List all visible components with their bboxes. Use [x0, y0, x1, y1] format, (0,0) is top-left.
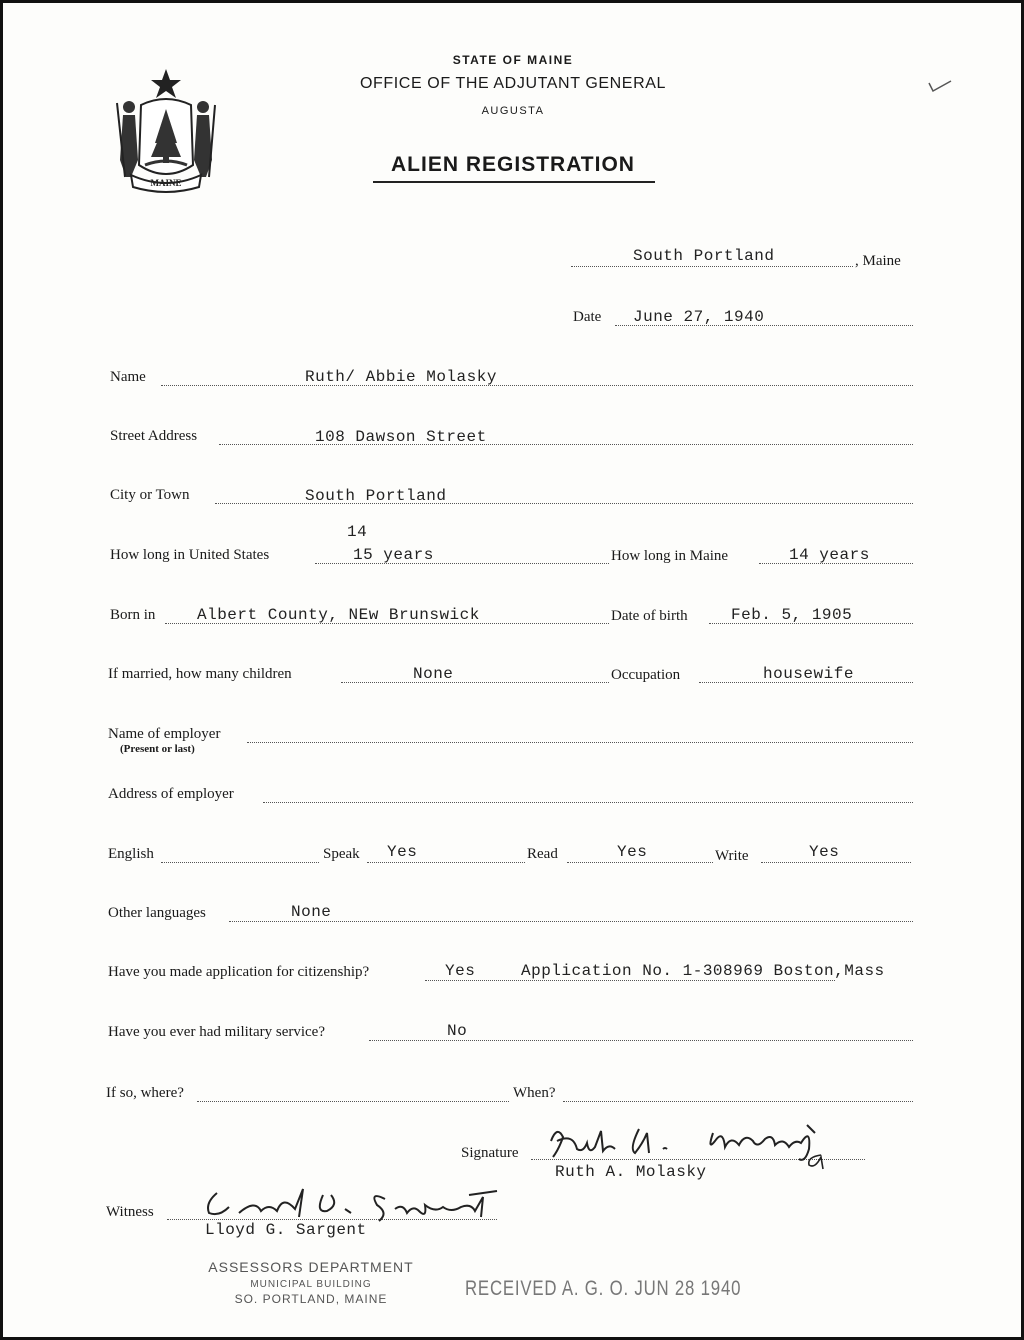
- assessors-stamp-line-3: SO. PORTLAND, MAINE: [234, 1292, 388, 1306]
- speak-value: Yes: [387, 843, 418, 861]
- write-line: [761, 862, 911, 863]
- write-value: Yes: [809, 843, 840, 861]
- years-us-correction: 14: [347, 523, 368, 541]
- citizenship-label: Have you made application for citizenship?: [108, 964, 370, 980]
- years-us-label: How long in United States: [110, 547, 270, 563]
- signature-label: Signature: [461, 1145, 519, 1161]
- employer-label: Name of employer: [108, 726, 221, 742]
- other-languages-value: None: [291, 903, 332, 921]
- military-line: [369, 1040, 913, 1041]
- born-value: Albert County, NEw Brunswick: [197, 606, 480, 624]
- street-value: 108 Dawson Street: [315, 428, 487, 446]
- city-value: South Portland: [305, 487, 447, 505]
- years-maine-label: How long in Maine: [611, 548, 729, 564]
- when-label: When?: [513, 1085, 556, 1101]
- when-line: [563, 1101, 913, 1102]
- location-line: [571, 266, 853, 267]
- citizenship-line: [425, 980, 835, 981]
- military-value: No: [447, 1022, 468, 1040]
- date-value: June 27, 1940: [633, 308, 765, 326]
- employer-sublabel: (Present or last): [120, 743, 195, 755]
- dob-value: Feb. 5, 1905: [731, 606, 853, 624]
- name-value: Ruth/ Abbie Molasky: [305, 368, 497, 386]
- other-languages-line: [229, 921, 913, 922]
- title-underline: [373, 181, 655, 183]
- speak-line: [367, 862, 525, 863]
- signature-typed: Ruth A. Molasky: [555, 1163, 707, 1181]
- street-label: Street Address: [110, 428, 198, 444]
- born-label: Born in: [110, 607, 156, 623]
- citizenship-value: Yes: [445, 962, 476, 980]
- maine-state-seal-icon: [111, 65, 221, 193]
- children-label: If married, how many children: [108, 666, 292, 682]
- where-line: [197, 1101, 509, 1102]
- employer-line: [247, 742, 913, 743]
- employer-address-line: [263, 802, 913, 803]
- location-value: South Portland: [633, 247, 775, 265]
- english-line: [161, 862, 319, 863]
- check-mark-icon: [927, 79, 953, 93]
- name-label: Name: [110, 369, 146, 385]
- witness-typed: Lloyd G. Sargent: [205, 1221, 367, 1239]
- years-us-value: 15 years: [353, 546, 434, 564]
- mark-icon: [803, 1151, 825, 1171]
- citizenship-extra: Application No. 1-308969 Boston,Mass: [521, 962, 885, 980]
- assessors-stamp: [181, 1259, 441, 1306]
- name-line: [161, 385, 913, 386]
- military-label: Have you ever had military service?: [108, 1024, 325, 1040]
- english-label: English: [108, 846, 154, 862]
- years-maine-value: 14 years: [789, 546, 870, 564]
- assessors-stamp-line-2: MUNICIPAL BUILDING: [250, 1279, 372, 1290]
- read-label: Read: [527, 846, 558, 862]
- other-languages-label: Other languages: [108, 905, 206, 921]
- form-title: ALIEN REGISTRATION: [391, 153, 635, 176]
- received-stamp: RECEIVED A. G. O. JUN 28 1940: [465, 1277, 742, 1300]
- children-line: [341, 682, 609, 683]
- city-label: City or Town: [110, 487, 190, 503]
- header-office: OFFICE OF THE ADJUTANT GENERAL: [359, 75, 667, 92]
- occupation-value: housewife: [763, 665, 854, 683]
- employer-address-label: Address of employer: [108, 786, 234, 802]
- read-line: [567, 862, 713, 863]
- children-value: None: [413, 665, 454, 683]
- location-suffix: , Maine: [855, 253, 901, 269]
- read-value: Yes: [617, 843, 648, 861]
- speak-label: Speak: [323, 846, 360, 862]
- header-city: AUGUSTA: [481, 105, 545, 117]
- header-state: STATE OF MAINE: [452, 53, 574, 67]
- date-label: Date: [573, 309, 602, 325]
- seal-text: MAINE: [150, 178, 182, 188]
- occupation-label: Occupation: [611, 667, 681, 683]
- where-label: If so, where?: [106, 1085, 184, 1101]
- dob-label: Date of birth: [611, 608, 688, 624]
- witness-label: Witness: [106, 1204, 154, 1220]
- assessors-stamp-line-1: ASSESSORS DEPARTMENT: [208, 1259, 414, 1275]
- write-label: Write: [715, 848, 749, 864]
